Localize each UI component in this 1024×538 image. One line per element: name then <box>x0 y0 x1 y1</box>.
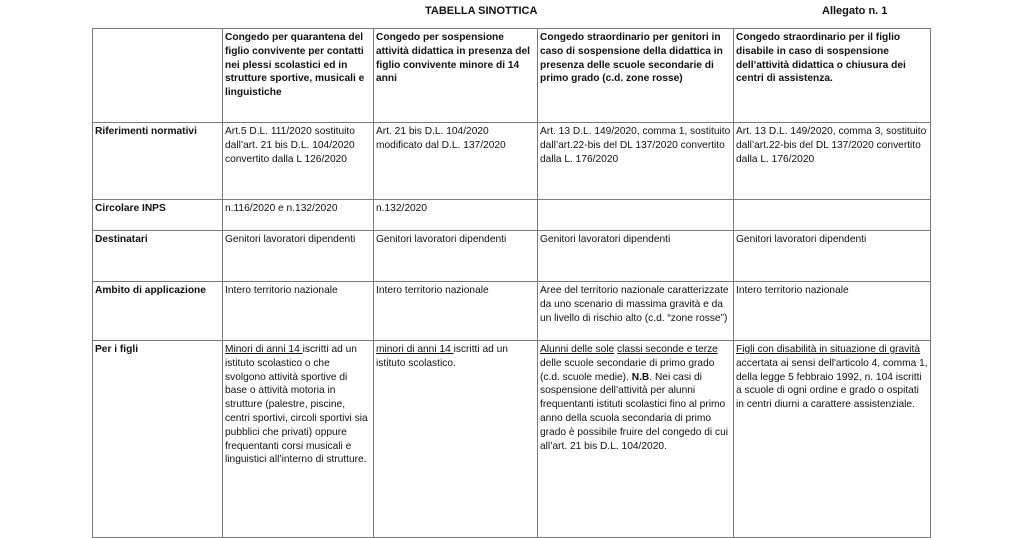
column-header-zone-rosse: Congedo straordinario per genitori in caso di sospensione della didattica in presenza delle scuole secondarie di primo grado (c.d. zone rosse) <box>538 29 734 123</box>
table-cell: Intero territorio nazionale <box>223 282 374 341</box>
underlined-text: Minori di anni 14 <box>225 344 303 355</box>
table-cell: Genitori lavoratori dipendenti <box>374 231 538 282</box>
table-cell: Art. 13 D.L. 149/2020, comma 3, sostituito dall’art.22-bis del DL 137/2020 convertito dalla L. 176/2020 <box>734 123 931 200</box>
table-cell: n.132/2020 <box>374 200 538 231</box>
row-header-riferimenti: Riferimenti normativi <box>93 123 223 200</box>
row-header-circolare: Circolare INPS <box>93 200 223 231</box>
synoptic-table <box>92 28 931 538</box>
table-cell: Aree del territorio nazionale caratterizzate da uno scenario di massima gravità e da un livello di rischio alto (c.d. “zone rosse”) <box>538 282 734 341</box>
underlined-text: classi seconde e terze <box>617 344 718 355</box>
table-header-row <box>93 29 931 123</box>
cell-text: accertata ai sensi dell'articolo 4, comma 1, della legge 5 febbraio 1992, n. 104 iscritti a scuole di ogni ordine e grado o ospitati in centri diurni a carattere assistenziale. <box>736 357 928 411</box>
table-cell <box>538 341 734 538</box>
empty-corner-cell <box>93 29 223 123</box>
underlined-text: Figli con disabilità in situazione di gravità <box>736 344 921 355</box>
column-header-quarantena: Congedo per quarantena del figlio convivente per contatti nei plessi scolastici ed in strutture sportive, musicali e linguistiche <box>223 29 374 123</box>
table-cell <box>538 200 734 231</box>
cell-text: . Nei casi di sospensione dell’attività per alunni frequentanti istituti scolastici fino al primo anno della scuola secondaria di primo grado è possibile fruire del congedo di cui all’art. 21 bis D.L. 104/2020. <box>540 371 729 452</box>
table-row <box>93 200 931 231</box>
row-header-destinatari: Destinatari <box>93 231 223 282</box>
underlined-text: minori di anni 14 <box>376 344 454 355</box>
document-title: TABELLA SINOTTICA <box>425 5 538 17</box>
annex-label: Allegato n. 1 <box>822 5 888 17</box>
underlined-text: Alunni delle sole <box>540 344 615 355</box>
table-row <box>93 231 931 282</box>
table-cell: Art. 21 bis D.L. 104/2020 modificato dal D.L. 137/2020 <box>374 123 538 200</box>
table-cell: n.116/2020 e n.132/2020 <box>223 200 374 231</box>
table-cell: Genitori lavoratori dipendenti <box>223 231 374 282</box>
cell-text: delle scuole secondarie di primo grado (c.d. scuole medie). <box>540 357 715 383</box>
table-cell: Genitori lavoratori dipendenti <box>538 231 734 282</box>
table-cell: Genitori lavoratori dipendenti <box>734 231 931 282</box>
table-cell <box>734 200 931 231</box>
table-cell <box>374 341 538 538</box>
cell-text: iscritti ad un istituto scolastico o che svolgono attività sportive di base o attività motoria in strutture (palestre, piscine, centri sportivi, circoli sportivi sia pubblici che privati) oppure frequentanti corsi musicali e linguistici all’interno di strutture. <box>225 344 368 466</box>
table-row <box>93 282 931 341</box>
row-header-figli: Per i figli <box>93 341 223 538</box>
table-cell <box>223 341 374 538</box>
table-cell: Art.5 D.L. 111/2020 sostituito dall’art. 21 bis D.L. 104/2020 convertito dalla L 126/2020 <box>223 123 374 200</box>
table-row <box>93 341 931 538</box>
row-header-ambito: Ambito di applicazione <box>93 282 223 341</box>
column-header-sospensione: Congedo per sospensione attività didattica in presenza del figlio convivente minore di 14 anni <box>374 29 538 123</box>
table-cell: Intero territorio nazionale <box>734 282 931 341</box>
table-row <box>93 123 931 200</box>
nota-bene-label: N.B <box>631 371 650 383</box>
table-cell: Art. 13 D.L. 149/2020, comma 1, sostituito dall’art.22-bis del DL 137/2020 convertito dalla L. 176/2020 <box>538 123 734 200</box>
column-header-figlio-disabile: Congedo straordinario per il figlio disabile in caso di sospensione dell’attività didattica o chiusura dei centri di assistenza. <box>734 29 931 123</box>
cell-text: iscritti ad un istituto scolastico. <box>376 344 508 369</box>
table-cell <box>734 341 931 538</box>
table-cell: Intero territorio nazionale <box>374 282 538 341</box>
